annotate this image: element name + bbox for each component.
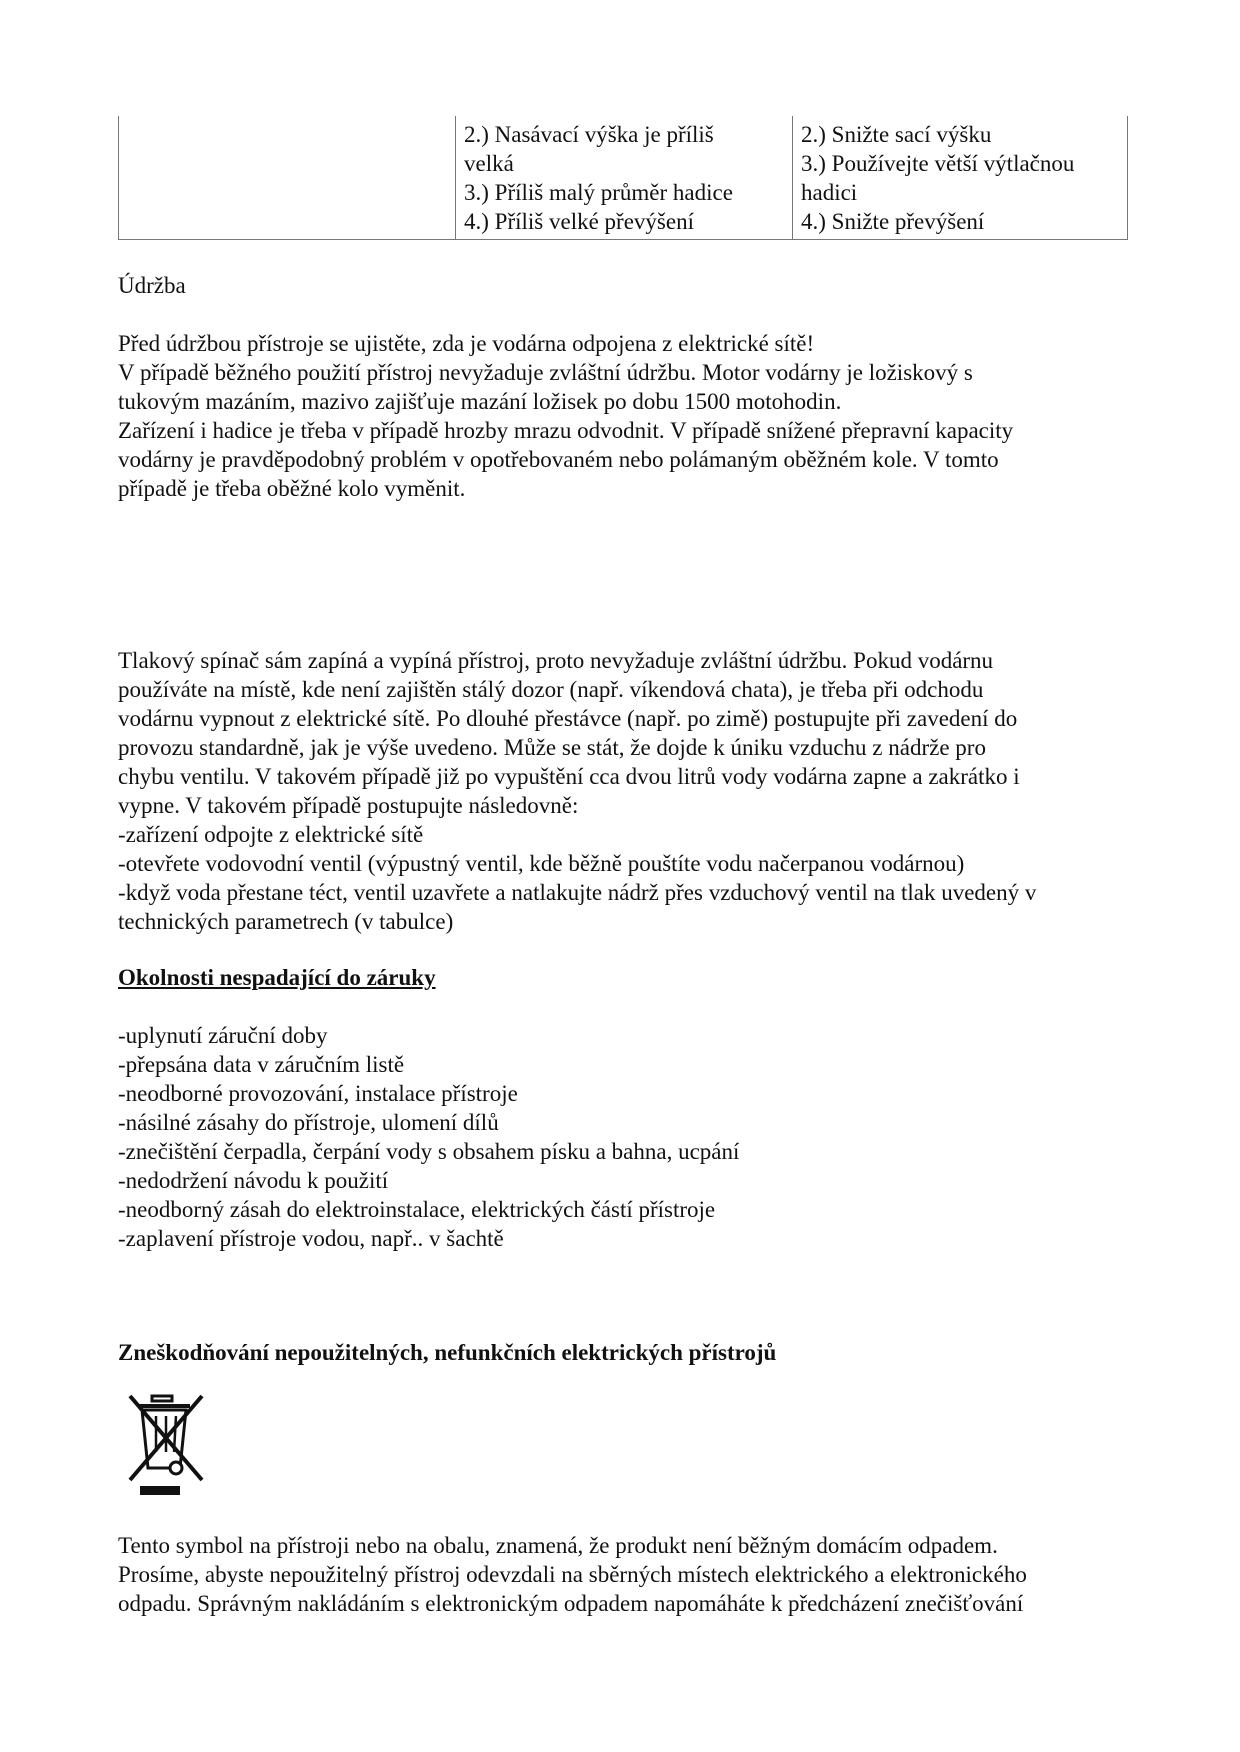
text-line: Tlakový spínač sám zapíná a vypíná přístroj, proto nevyžaduje zvláštní údržbu. Pokud vodárnu — [118, 648, 994, 673]
cell-line: 2.) Nasávací výška je příliš — [464, 122, 714, 147]
maintenance-paragraph-2 — [118, 646, 1138, 936]
text-line: Před údržbou přístroje se ujistěte, zda je vodárna odpojena z elektrické sítě! — [118, 331, 815, 356]
text-line: tukovým mazáním, mazivo zajišťuje mazání ložisek po dobu 1500 motohodin. — [118, 389, 842, 414]
section-title: Zneškodňování nepoužitelných, nefunkčních elektrických přístrojů — [118, 1340, 777, 1365]
list-item: -zaplavení přístroje vodou, např.. v šachtě — [118, 1226, 504, 1251]
text-line: případě je třeba oběžné kolo vyměnit. — [118, 476, 466, 501]
warranty-list — [118, 1021, 1138, 1253]
text-line: Zařízení i hadice je třeba v případě hrozby mrazu odvodnit. V případě snížené přepravní kapacity — [118, 418, 1014, 443]
section-title: Údržba — [118, 273, 186, 298]
cell-line: 2.) Snižte sací výšku — [801, 122, 992, 147]
warranty-heading — [118, 963, 1138, 992]
disposal-paragraph — [118, 1531, 1138, 1618]
text-line: provozu standardně, jak je výše uvedeno. Může se stát, že dojde k úniku vzduchu z nádrže pro — [118, 735, 986, 760]
text-line: technických parametrech (v tabulce) — [118, 909, 454, 934]
text-line: Prosíme, abyste nepoužitelný přístroj odevzdali na sběrných místech elektrického a elektronického — [118, 1562, 1027, 1587]
list-item: -přepsána data v záručním listě — [118, 1052, 405, 1077]
list-item: -znečištění čerpadla, čerpání vody s obsahem písku a bahna, ucpání — [118, 1139, 740, 1164]
text-line: chybu ventilu. V takovém případě již po vypuštění cca dvou litrů vody vodárna zapne a zakrátko i — [118, 764, 1020, 789]
table-cell-fault — [119, 116, 456, 240]
list-item: -uplynutí záruční doby — [118, 1023, 328, 1048]
troubleshooting-table — [118, 116, 1128, 240]
list-item: -neodborný zásah do elektroinstalace, elektrických částí přístroje — [118, 1197, 716, 1222]
cell-line: 3.) Příliš malý průměr hadice — [464, 180, 733, 205]
cell-line: velká — [464, 151, 514, 176]
cell-line: 4.) Snižte převýšení — [801, 209, 985, 234]
cell-line: hadici — [801, 180, 858, 205]
text-line: vodárny je pravděpodobný problém v opotřebovaném nebo polámaným oběžném kole. V tomto — [118, 447, 999, 472]
list-item: -zařízení odpojte z elektrické sítě — [118, 822, 424, 847]
list-item: -neodborné provozování, instalace přístroje — [118, 1081, 518, 1106]
maintenance-heading — [118, 271, 1138, 300]
maintenance-paragraph-1 — [118, 329, 1138, 503]
text-line: vypne. V takovém případě postupujte následovně: — [118, 793, 579, 818]
table-cell-remedy — [793, 116, 1128, 240]
list-item: -násilné zásahy do přístroje, ulomení dílů — [118, 1110, 499, 1135]
list-item: -nedodržení návodu k použití — [118, 1168, 389, 1193]
disposal-heading — [118, 1338, 1138, 1367]
text-line: používáte na místě, kde není zajištěn stálý dozor (např. víkendová chata), je třeba při odchodu — [118, 677, 984, 702]
table-cell-cause — [456, 116, 793, 240]
section-title: Okolnosti nespadající do záruky — [118, 965, 436, 990]
text-line: V případě běžného použití přístroj nevyžaduje zvláštní údržbu. Motor vodárny je ložiskový s — [118, 360, 973, 385]
table-row — [119, 116, 1128, 240]
text-line: odpadu. Správným nakládáním s elektronickým odpadem napomáháte k předcházení znečišťování — [118, 1591, 1024, 1616]
list-item: -otevřete vodovodní ventil (výpustný ventil, kde běžně pouštíte vodu načerpanou vodárnou) — [118, 851, 965, 876]
cell-line: 3.) Používejte větší výtlačnou — [801, 151, 1075, 176]
cell-line: 4.) Příliš velké převýšení — [464, 209, 694, 234]
weee-crossed-bin-icon — [124, 1390, 208, 1498]
text-line: vodárnu vypnout z elektrické sítě. Po dlouhé přestávce (např. po zimě) postupujte při zavedení do — [118, 706, 1018, 731]
list-item: -když voda přestane téct, ventil uzavřete a natlakujte nádrž přes vzduchový ventil na tlak uvedený v — [118, 880, 1037, 905]
text-line: Tento symbol na přístroji nebo na obalu, znamená, že produkt není běžným domácím odpadem. — [118, 1533, 998, 1558]
